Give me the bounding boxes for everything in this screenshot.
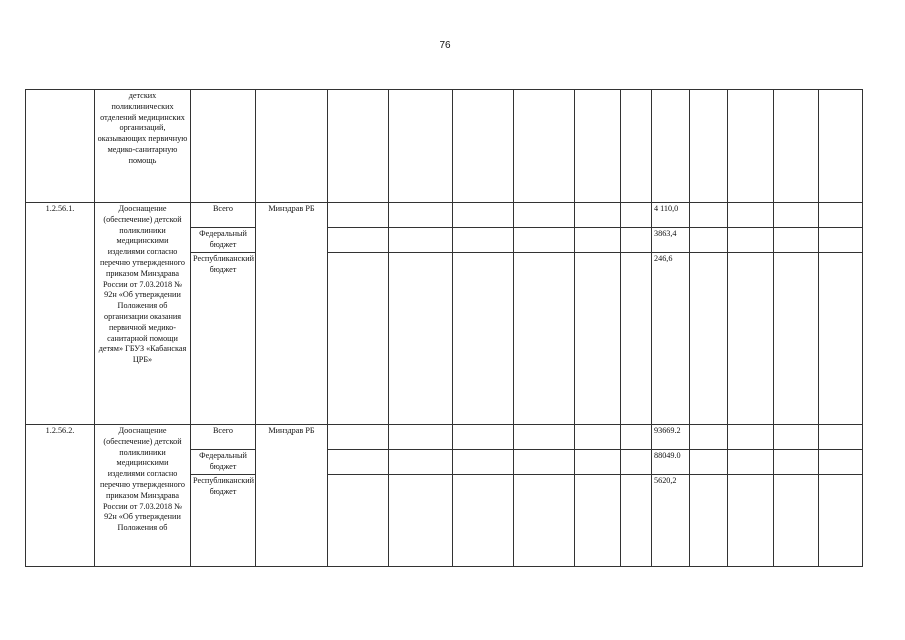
source-label: Федеральный бюджет <box>191 450 256 475</box>
empty-cell <box>652 90 690 203</box>
empty-cell <box>690 90 728 203</box>
empty-cell <box>575 90 621 203</box>
empty-cell <box>819 228 863 253</box>
empty-cell <box>728 203 774 228</box>
empty-cell <box>728 475 774 567</box>
empty-cell <box>514 90 575 203</box>
empty-cell <box>819 425 863 450</box>
row-number: 1.2.56.2. <box>26 425 95 567</box>
empty-cell <box>575 475 621 567</box>
empty-cell <box>453 475 514 567</box>
empty-cell <box>514 253 575 425</box>
source-value: 3863,4 <box>652 228 690 253</box>
table-row <box>26 203 863 228</box>
empty-cell <box>26 90 95 203</box>
empty-cell <box>453 253 514 425</box>
empty-cell <box>453 203 514 228</box>
program-table <box>25 89 863 567</box>
empty-cell <box>690 228 728 253</box>
empty-cell <box>389 90 453 203</box>
row-executor: Минздрав РБ <box>256 203 328 425</box>
empty-cell <box>453 425 514 450</box>
source-value: 4 110,0 <box>652 203 690 228</box>
source-label: Республиканский бюджет <box>191 253 256 425</box>
empty-cell <box>514 425 575 450</box>
source-value: 5620,2 <box>652 475 690 567</box>
empty-cell <box>389 228 453 253</box>
empty-cell <box>690 253 728 425</box>
empty-cell <box>575 450 621 475</box>
table-row <box>26 425 863 450</box>
empty-cell <box>690 203 728 228</box>
page-number: 76 <box>439 40 451 51</box>
empty-cell <box>191 90 256 203</box>
empty-cell <box>690 450 728 475</box>
empty-cell <box>774 425 819 450</box>
empty-cell <box>389 450 453 475</box>
source-value: 88049.0 <box>652 450 690 475</box>
empty-cell <box>728 228 774 253</box>
empty-cell <box>514 450 575 475</box>
empty-cell <box>728 425 774 450</box>
empty-cell <box>774 450 819 475</box>
empty-cell <box>575 253 621 425</box>
empty-cell <box>774 228 819 253</box>
empty-cell <box>514 475 575 567</box>
empty-cell <box>575 203 621 228</box>
empty-cell <box>621 90 652 203</box>
empty-cell <box>621 475 652 567</box>
empty-cell <box>819 253 863 425</box>
empty-cell <box>728 253 774 425</box>
empty-cell <box>575 425 621 450</box>
row-executor: Минздрав РБ <box>256 425 328 567</box>
empty-cell <box>819 90 863 203</box>
empty-cell <box>690 475 728 567</box>
empty-cell <box>774 90 819 203</box>
empty-cell <box>453 450 514 475</box>
empty-cell <box>514 228 575 253</box>
continuation-row <box>26 90 863 203</box>
empty-cell <box>453 90 514 203</box>
source-label: Федеральный бюджет <box>191 228 256 253</box>
empty-cell <box>389 425 453 450</box>
empty-cell <box>819 203 863 228</box>
empty-cell <box>575 228 621 253</box>
source-label: Всего <box>191 203 256 228</box>
row-name: Дооснащение (обеспечение) детской поликлиники медицинскими изделиями согласно перечню утвержденного приказом Минздрава России от 7.03.2018 № 92н «Об утверждении Положения об <box>95 425 191 567</box>
source-value: 246,6 <box>652 253 690 425</box>
empty-cell <box>621 203 652 228</box>
empty-cell <box>514 203 575 228</box>
empty-cell <box>728 90 774 203</box>
row-number: 1.2.56.1. <box>26 203 95 425</box>
empty-cell <box>774 253 819 425</box>
empty-cell <box>256 90 328 203</box>
empty-cell <box>389 475 453 567</box>
empty-cell <box>328 450 389 475</box>
empty-cell <box>774 475 819 567</box>
empty-cell <box>621 228 652 253</box>
source-label: Всего <box>191 425 256 450</box>
empty-cell <box>328 228 389 253</box>
empty-cell <box>690 425 728 450</box>
empty-cell <box>774 203 819 228</box>
empty-cell <box>621 425 652 450</box>
empty-cell <box>621 253 652 425</box>
empty-cell <box>621 450 652 475</box>
empty-cell <box>453 228 514 253</box>
source-label: Республиканский бюджет <box>191 475 256 567</box>
empty-cell <box>819 475 863 567</box>
continuation-name: детских поликлинических отделений медицинских организаций, оказывающих первичную медико-санитарную помощь <box>95 90 191 203</box>
empty-cell <box>328 203 389 228</box>
empty-cell <box>728 450 774 475</box>
row-name: Дооснащение (обеспечение) детской поликлиники медицинскими изделиями согласно перечню утвержденного приказом Минздрава России от 7.03.2018 № 92н «Об утверждении Положения об организации оказания первичной медико-санитарной помощи детям» ГБУЗ «Кабанская ЦРБ» <box>95 203 191 425</box>
empty-cell <box>328 253 389 425</box>
empty-cell <box>389 203 453 228</box>
empty-cell <box>328 475 389 567</box>
empty-cell <box>328 425 389 450</box>
empty-cell <box>328 90 389 203</box>
source-value: 93669.2 <box>652 425 690 450</box>
empty-cell <box>389 253 453 425</box>
empty-cell <box>819 450 863 475</box>
